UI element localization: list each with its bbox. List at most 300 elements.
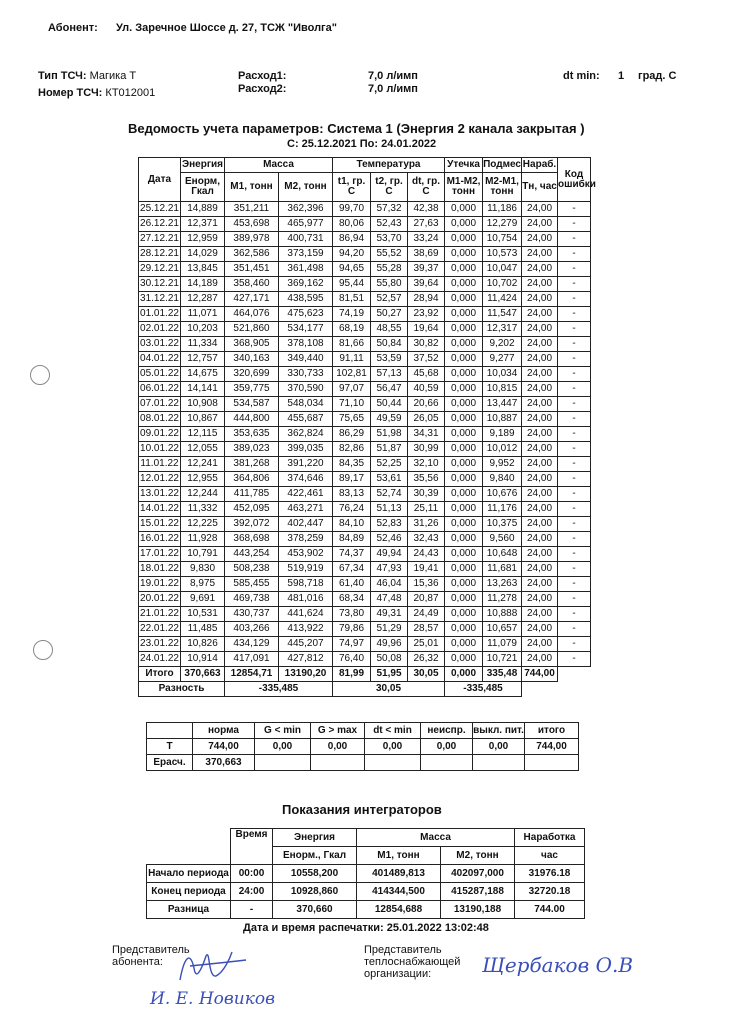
- table-cell: 0,000: [445, 397, 483, 412]
- table-cell: 76,40: [333, 652, 371, 667]
- summary-e-empty-3: [365, 755, 421, 771]
- col-feed: М2-М1, тонн: [483, 173, 522, 202]
- table-cell: 359,775: [225, 382, 279, 397]
- summary-t-dtmin: 0,00: [365, 739, 421, 755]
- table-cell: 11,079: [483, 637, 522, 652]
- table-cell: 51,87: [371, 442, 408, 457]
- table-cell: -: [558, 457, 591, 472]
- table-row: [139, 277, 591, 292]
- table-row: [139, 562, 591, 577]
- table-cell: 24,00: [522, 322, 558, 337]
- table-cell: 444,800: [225, 412, 279, 427]
- table-cell: 46,04: [371, 577, 408, 592]
- table-cell: 15.01.22: [139, 517, 181, 532]
- table-cell: 19,64: [408, 322, 445, 337]
- summary-e-empty-4: [421, 755, 473, 771]
- table-cell: -: [558, 577, 591, 592]
- table-cell: 10,375: [483, 517, 522, 532]
- integ-row-time: 24:00: [231, 883, 273, 901]
- integ-row-energy: 10558,200: [273, 865, 357, 883]
- table-cell: 10,914: [181, 652, 225, 667]
- table-cell: -: [558, 472, 591, 487]
- table-cell: 0,000: [445, 322, 483, 337]
- table-cell: 464,076: [225, 307, 279, 322]
- table-cell: 24,00: [522, 592, 558, 607]
- table-cell: -: [558, 532, 591, 547]
- table-cell: 392,072: [225, 517, 279, 532]
- table-cell: 475,623: [279, 307, 333, 322]
- table-cell: 33,24: [408, 232, 445, 247]
- totals-empty: [558, 667, 591, 682]
- table-row: [139, 592, 591, 607]
- integ-row-m2: 415287,188: [441, 883, 515, 901]
- table-cell: 42,38: [408, 202, 445, 217]
- tsch-type-label: Тип ТСЧ:: [38, 70, 87, 82]
- table-cell: 84,10: [333, 517, 371, 532]
- integ-row-energy: 370,660: [273, 901, 357, 919]
- integ-row-energy: 10928,860: [273, 883, 357, 901]
- table-cell: 24,00: [522, 502, 558, 517]
- table-cell: 16.01.22: [139, 532, 181, 547]
- col-date: Дата: [139, 158, 181, 202]
- table-cell: 52,74: [371, 487, 408, 502]
- table-cell: 94,20: [333, 247, 371, 262]
- table-cell: 55,28: [371, 262, 408, 277]
- table-cell: 39,37: [408, 262, 445, 277]
- table-cell: 12,371: [181, 217, 225, 232]
- table-cell: 9,840: [483, 472, 522, 487]
- table-cell: 9,830: [181, 562, 225, 577]
- table-cell: 55,80: [371, 277, 408, 292]
- table-cell: 362,396: [279, 202, 333, 217]
- table-cell: 11,332: [181, 502, 225, 517]
- table-cell: 598,718: [279, 577, 333, 592]
- col-leak: М1-М2, тонн: [445, 173, 483, 202]
- table-cell: 19.01.22: [139, 577, 181, 592]
- table-cell: 399,035: [279, 442, 333, 457]
- table-cell: 29.12.21: [139, 262, 181, 277]
- integ-row-time: -: [231, 901, 273, 919]
- table-row: [139, 637, 591, 652]
- table-cell: 9,691: [181, 592, 225, 607]
- integrators-title: Показания интеграторов: [282, 802, 442, 817]
- table-cell: 0,000: [445, 262, 483, 277]
- summary-t-fault: 0,00: [421, 739, 473, 755]
- table-row: [139, 577, 591, 592]
- table-cell: 24,43: [408, 547, 445, 562]
- table-cell: 0,000: [445, 217, 483, 232]
- table-cell: -: [558, 412, 591, 427]
- table-cell: 12,241: [181, 457, 225, 472]
- table-cell: 83,13: [333, 487, 371, 502]
- table-cell: 03.01.22: [139, 337, 181, 352]
- subscriber-value: Ул. Заречное Шоссе д. 27, ТСЖ "Иволга": [116, 22, 337, 34]
- table-cell: 19,41: [408, 562, 445, 577]
- table-cell: 12,279: [483, 217, 522, 232]
- table-cell: 10,888: [483, 607, 522, 622]
- table-cell: 0,000: [445, 412, 483, 427]
- table-cell: 24,00: [522, 532, 558, 547]
- signature-left-text: И. Е. Новиков: [150, 989, 276, 1009]
- tsch-type: [38, 70, 136, 82]
- table-cell: 11,681: [483, 562, 522, 577]
- table-cell: 370,590: [279, 382, 333, 397]
- table-cell: 23,92: [408, 307, 445, 322]
- tsch-number-value: КТ012001: [105, 87, 156, 99]
- table-cell: 11,334: [181, 337, 225, 352]
- table-cell: 52,57: [371, 292, 408, 307]
- table-cell: -: [558, 217, 591, 232]
- table-row: [139, 502, 591, 517]
- table-cell: 24,00: [522, 262, 558, 277]
- table-cell: 57,13: [371, 367, 408, 382]
- table-row: [139, 412, 591, 427]
- summary-h-fault: неиспр.: [421, 723, 473, 739]
- table-cell: 340,163: [225, 352, 279, 367]
- integ-h-energy: Энергия: [273, 829, 357, 847]
- table-cell: 01.01.22: [139, 307, 181, 322]
- table-cell: 79,86: [333, 622, 371, 637]
- table-cell: 455,687: [279, 412, 333, 427]
- table-cell: 0,000: [445, 517, 483, 532]
- summary-t-total: 744,00: [525, 739, 579, 755]
- table-cell: 381,268: [225, 457, 279, 472]
- table-cell: 49,94: [371, 547, 408, 562]
- integ-row-m2: 402097,000: [441, 865, 515, 883]
- table-cell: 9,277: [483, 352, 522, 367]
- table-row: [139, 472, 591, 487]
- integ-sub-m2: М2, тонн: [441, 847, 515, 865]
- table-cell: -: [558, 427, 591, 442]
- print-datetime: Дата и время распечатки: 25.01.2022 13:02:48: [243, 922, 489, 934]
- table-cell: 374,646: [279, 472, 333, 487]
- table-cell: 73,80: [333, 607, 371, 622]
- summary-t-norm: 744,00: [193, 739, 255, 755]
- report-title: Ведомость учета параметров: Система 1 (Энергия 2 канала закрытая ): [128, 121, 585, 136]
- table-cell: 351,451: [225, 262, 279, 277]
- table-cell: 32,43: [408, 532, 445, 547]
- integ-h-mass: Масса: [357, 829, 515, 847]
- table-cell: 13,447: [483, 397, 522, 412]
- totals-m2: 13190,20: [279, 667, 333, 682]
- tsch-number-label: Номер ТСЧ:: [38, 87, 103, 99]
- table-cell: 445,207: [279, 637, 333, 652]
- table-cell: 13,845: [181, 262, 225, 277]
- table-cell: 12,959: [181, 232, 225, 247]
- table-row: [139, 517, 591, 532]
- table-cell: 0,000: [445, 502, 483, 517]
- table-cell: -: [558, 202, 591, 217]
- table-cell: 24,00: [522, 652, 558, 667]
- table-cell: -: [558, 232, 591, 247]
- table-cell: 24,00: [522, 217, 558, 232]
- table-cell: 27,63: [408, 217, 445, 232]
- table-cell: 50,84: [371, 337, 408, 352]
- table-cell: 358,460: [225, 277, 279, 292]
- table-cell: -: [558, 607, 591, 622]
- table-row: [139, 352, 591, 367]
- table-cell: 53,70: [371, 232, 408, 247]
- table-cell: 14,141: [181, 382, 225, 397]
- table-cell: 0,000: [445, 427, 483, 442]
- tsch-number: [38, 87, 155, 99]
- table-cell: 47,93: [371, 562, 408, 577]
- table-cell: 24,00: [522, 472, 558, 487]
- table-cell: 24,00: [522, 562, 558, 577]
- dtmin-label: dt min:: [563, 70, 600, 82]
- table-cell: 0,000: [445, 577, 483, 592]
- table-cell: 24,00: [522, 397, 558, 412]
- table-cell: 84,35: [333, 457, 371, 472]
- table-cell: 23.01.22: [139, 637, 181, 652]
- table-cell: 10,034: [483, 367, 522, 382]
- table-cell: 24,00: [522, 367, 558, 382]
- table-cell: 45,68: [408, 367, 445, 382]
- table-cell: 74,37: [333, 547, 371, 562]
- table-cell: 11,186: [483, 202, 522, 217]
- table-cell: 30,82: [408, 337, 445, 352]
- table-cell: 37,52: [408, 352, 445, 367]
- table-cell: 81,51: [333, 292, 371, 307]
- dtmin-unit: град. С: [638, 70, 677, 82]
- table-cell: 52,43: [371, 217, 408, 232]
- table-cell: 51,98: [371, 427, 408, 442]
- table-cell: 10,721: [483, 652, 522, 667]
- difference-mass: -335,485: [225, 682, 333, 697]
- integ-row-time: 00:00: [231, 865, 273, 883]
- table-cell: 12,244: [181, 487, 225, 502]
- table-cell: -: [558, 247, 591, 262]
- table-cell: 50,08: [371, 652, 408, 667]
- table-cell: 438,595: [279, 292, 333, 307]
- table-row: [139, 247, 591, 262]
- table-row: [139, 382, 591, 397]
- table-cell: 10,531: [181, 607, 225, 622]
- table-cell: 67,34: [333, 562, 371, 577]
- table-cell: -: [558, 277, 591, 292]
- table-cell: 0,000: [445, 637, 483, 652]
- table-row: [139, 322, 591, 337]
- integ-row-label: Разница: [147, 901, 231, 919]
- table-cell: 97,07: [333, 382, 371, 397]
- table-cell: 0,000: [445, 487, 483, 502]
- table-cell: 24,00: [522, 577, 558, 592]
- table-cell: 24,00: [522, 487, 558, 502]
- table-cell: 422,461: [279, 487, 333, 502]
- table-cell: 0,000: [445, 292, 483, 307]
- summary-t-gmin: 0,00: [255, 739, 311, 755]
- table-cell: 57,32: [371, 202, 408, 217]
- table-cell: 24,00: [522, 382, 558, 397]
- totals-runtime: 744,00: [522, 667, 558, 682]
- table-cell: 9,189: [483, 427, 522, 442]
- table-cell: 11,547: [483, 307, 522, 322]
- integ-row-label: Начало периода: [147, 865, 231, 883]
- table-cell: 351,211: [225, 202, 279, 217]
- totals-t2: 51,95: [371, 667, 408, 682]
- table-cell: 378,108: [279, 337, 333, 352]
- summary-h-norm: норма: [193, 723, 255, 739]
- table-row: [139, 397, 591, 412]
- table-cell: 0,000: [445, 232, 483, 247]
- col-t1: t1, гр. С: [333, 173, 371, 202]
- table-cell: 24,49: [408, 607, 445, 622]
- table-cell: -: [558, 502, 591, 517]
- table-cell: 11,928: [181, 532, 225, 547]
- integ-sub-m1: М1, тонн: [357, 847, 441, 865]
- totals-label: Итого: [139, 667, 181, 682]
- summary-e-empty-5: [473, 755, 525, 771]
- table-cell: 373,159: [279, 247, 333, 262]
- table-row: [139, 607, 591, 622]
- table-cell: 0,000: [445, 442, 483, 457]
- integ-row-start: [147, 865, 585, 883]
- col-m1: М1, тонн: [225, 173, 279, 202]
- table-cell: 35,56: [408, 472, 445, 487]
- table-cell: -: [558, 442, 591, 457]
- table-cell: 76,24: [333, 502, 371, 517]
- table-cell: 9,202: [483, 337, 522, 352]
- table-cell: 24,00: [522, 292, 558, 307]
- summary-t-label: Т: [147, 739, 193, 755]
- table-cell: 48,55: [371, 322, 408, 337]
- table-cell: 349,440: [279, 352, 333, 367]
- table-cell: 10,203: [181, 322, 225, 337]
- table-row: [139, 202, 591, 217]
- table-cell: -: [558, 637, 591, 652]
- table-cell: 534,587: [225, 397, 279, 412]
- table-row: [139, 427, 591, 442]
- table-cell: 20.01.22: [139, 592, 181, 607]
- table-cell: 0,000: [445, 367, 483, 382]
- table-cell: 86,94: [333, 232, 371, 247]
- integ-row-end: [147, 883, 585, 901]
- table-cell: 05.01.22: [139, 367, 181, 382]
- table-cell: 30.12.21: [139, 277, 181, 292]
- table-cell: 427,812: [279, 652, 333, 667]
- table-cell: 24,00: [522, 607, 558, 622]
- table-row: [139, 232, 591, 247]
- signature-right: [480, 940, 660, 990]
- table-cell: 50,44: [371, 397, 408, 412]
- table-cell: 430,737: [225, 607, 279, 622]
- summary-e-empty-1: [255, 755, 311, 771]
- integ-corner: [147, 829, 231, 865]
- table-cell: 534,177: [279, 322, 333, 337]
- table-cell: -: [558, 487, 591, 502]
- dtmin-value: 1: [618, 70, 625, 82]
- table-cell: 441,624: [279, 607, 333, 622]
- table-cell: 12,317: [483, 322, 522, 337]
- table-cell: 427,171: [225, 292, 279, 307]
- table-cell: 34,31: [408, 427, 445, 442]
- totals-m1: 12854,71: [225, 667, 279, 682]
- table-cell: 10,573: [483, 247, 522, 262]
- integ-row-label: Конец периода: [147, 883, 231, 901]
- table-cell: 14.01.22: [139, 502, 181, 517]
- table-cell: -: [558, 592, 591, 607]
- table-cell: -: [558, 322, 591, 337]
- flow1-label: Расход1:: [238, 70, 287, 82]
- table-cell: 443,254: [225, 547, 279, 562]
- table-cell: 10,826: [181, 637, 225, 652]
- table-cell: 32,10: [408, 457, 445, 472]
- table-cell: 24,00: [522, 622, 558, 637]
- difference-leak: -335,485: [445, 682, 522, 697]
- table-cell: 0,000: [445, 337, 483, 352]
- table-cell: 07.01.22: [139, 397, 181, 412]
- col-error: Код ошибки: [558, 158, 591, 202]
- difference-empty: [522, 682, 591, 697]
- table-cell: 0,000: [445, 457, 483, 472]
- table-cell: 362,824: [279, 427, 333, 442]
- difference-row: [139, 682, 591, 697]
- table-cell: 369,162: [279, 277, 333, 292]
- table-cell: 10,047: [483, 262, 522, 277]
- table-row: [139, 292, 591, 307]
- table-cell: 0,000: [445, 652, 483, 667]
- totals-dt: 30,05: [408, 667, 445, 682]
- table-cell: 434,129: [225, 637, 279, 652]
- table-cell: 465,977: [279, 217, 333, 232]
- table-cell: 30,39: [408, 487, 445, 502]
- integ-row-m1: 401489,813: [357, 865, 441, 883]
- table-cell: 353,635: [225, 427, 279, 442]
- table-row: [139, 367, 591, 382]
- table-cell: 0,000: [445, 592, 483, 607]
- table-cell: 24,00: [522, 442, 558, 457]
- table-cell: 0,000: [445, 532, 483, 547]
- tsch-type-value: Магика Т: [89, 70, 137, 82]
- table-cell: 417,091: [225, 652, 279, 667]
- totals-t1: 81,99: [333, 667, 371, 682]
- table-cell: 10,754: [483, 232, 522, 247]
- table-cell: 61,40: [333, 577, 371, 592]
- table-cell: 403,266: [225, 622, 279, 637]
- table-cell: 11,424: [483, 292, 522, 307]
- table-cell: -: [558, 262, 591, 277]
- table-cell: 11,485: [181, 622, 225, 637]
- table-cell: 0,000: [445, 352, 483, 367]
- table-cell: 102,81: [333, 367, 371, 382]
- table-cell: -: [558, 547, 591, 562]
- table-cell: 24,00: [522, 337, 558, 352]
- table-cell: -: [558, 307, 591, 322]
- table-cell: 364,806: [225, 472, 279, 487]
- table-cell: 413,922: [279, 622, 333, 637]
- integ-h-time: Время: [231, 829, 273, 865]
- table-row: [139, 262, 591, 277]
- table-cell: 55,52: [371, 247, 408, 262]
- table-cell: -: [558, 382, 591, 397]
- table-cell: 53,61: [371, 472, 408, 487]
- table-cell: 51,13: [371, 502, 408, 517]
- table-cell: 13,263: [483, 577, 522, 592]
- col-dt: dt, гр. С: [408, 173, 445, 202]
- table-cell: 8,975: [181, 577, 225, 592]
- table-cell: -: [558, 337, 591, 352]
- table-cell: 361,498: [279, 262, 333, 277]
- table-cell: 52,25: [371, 457, 408, 472]
- table-cell: 0,000: [445, 247, 483, 262]
- summary-t-gmax: 0,00: [311, 739, 365, 755]
- table-cell: 84,89: [333, 532, 371, 547]
- table-cell: 68,19: [333, 322, 371, 337]
- table-cell: 20,66: [408, 397, 445, 412]
- summary-t-poweroff: 0,00: [473, 739, 525, 755]
- table-cell: 52,83: [371, 517, 408, 532]
- table-cell: 52,46: [371, 532, 408, 547]
